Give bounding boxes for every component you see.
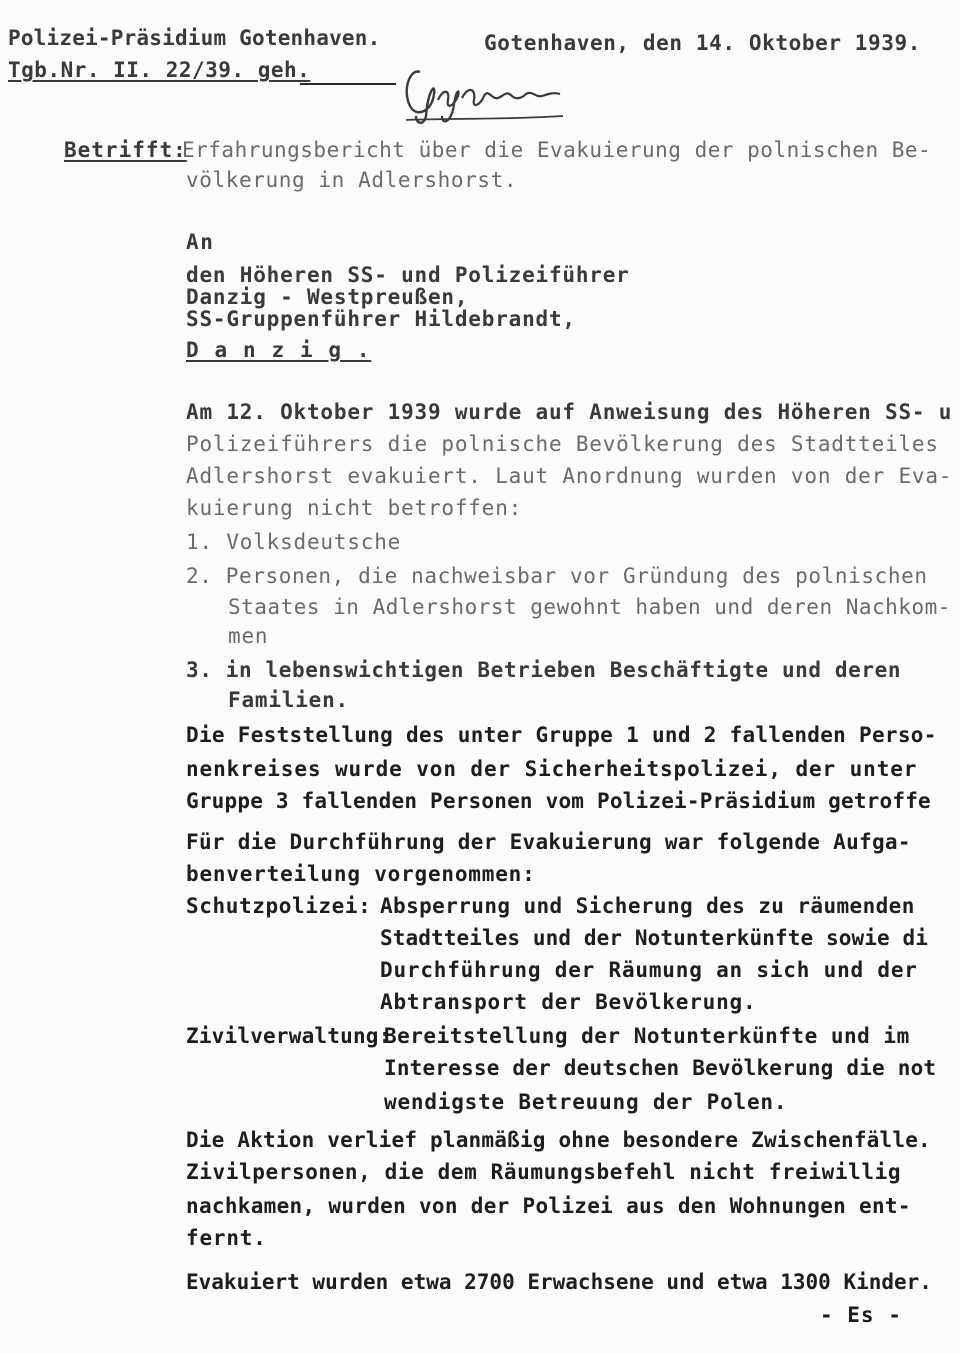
- body-p1-line-2: Polizeiführers die polnische Bevölkerung des Stadtteiles: [186, 432, 939, 456]
- list-item-2-cont-2: men: [228, 624, 269, 648]
- place-and-date: Gotenhaven, den 14. Oktober 1939.: [484, 31, 922, 55]
- addressee-line-1: An: [186, 230, 215, 254]
- body-p2-line-3: Gruppe 3 fallenden Personen vom Polizei-Präsidium getroffe: [186, 789, 931, 813]
- task-1-line-1: Absperrung und Sicherung des zu räumenden: [380, 894, 915, 918]
- task-2-line-1: Bereitstellung der Notunterkünfte und im: [384, 1024, 910, 1048]
- body-p1-line-1: Am 12. Oktober 1939 wurde auf Anweisung des Höheren SS- u: [186, 400, 953, 424]
- addressee-city: D a n z i g .: [186, 338, 372, 362]
- subject-line-1: Erfahrungsbericht über die Evakuierung der polnischen Be-: [182, 138, 932, 162]
- list-item-3: 3. in lebenswichtigen Betrieben Beschäftigte und deren: [186, 658, 902, 682]
- body-p4-line-4: fernt.: [186, 1226, 267, 1250]
- subject-label: Betrifft:: [64, 138, 187, 162]
- body-p5: Evakuiert wurden etwa 2700 Erwachsene und etwa 1300 Kinder.: [186, 1270, 932, 1294]
- body-p4-line-1: Die Aktion verlief planmäßig ohne besondere Zwischenfälle.: [186, 1128, 931, 1152]
- reference-underline: [300, 83, 396, 85]
- list-item-3-cont: Familien.: [228, 688, 349, 712]
- task-1-line-3: Durchführung der Räumung an sich und der: [380, 958, 918, 982]
- task-2-line-2: Interesse der deutschen Bevölkerung die not: [384, 1056, 937, 1080]
- task-2-line-3: wendigste Betreuung der Polen.: [384, 1090, 788, 1114]
- body-p4-line-2: Zivilpersonen, die dem Räumungsbefehl nicht freiwillig: [186, 1160, 902, 1184]
- list-item-2-cont-1: Staates in Adlershorst gewohnt haben und deren Nachkom-: [228, 595, 951, 619]
- continuation-marker: - Es -: [820, 1303, 902, 1327]
- task-2-label: Zivilverwaltung:: [186, 1024, 392, 1048]
- body-p2-line-2: nenkreises wurde von der Sicherheitspolizei, der unter: [186, 757, 918, 781]
- body-p4-line-3: nachkamen, wurden von der Polizei aus den Wohnungen ent-: [186, 1194, 911, 1218]
- task-1-line-2: Stadtteiles und der Notunterkünfte sowie di: [380, 926, 928, 950]
- body-p3-line-1: Für die Durchführung der Evakuierung war folgende Aufga-: [186, 830, 911, 854]
- task-1-line-4: Abtransport der Bevölkerung.: [380, 990, 757, 1014]
- body-p1-line-4: kuierung nicht betroffen:: [186, 496, 523, 520]
- issuing-authority: Polizei-Präsidium Gotenhaven.: [8, 26, 381, 50]
- body-p3-line-2: benverteilung vorgenommen:: [186, 862, 536, 886]
- reference-number: Tgb.Nr. II. 22/39. geh.: [8, 58, 311, 82]
- addressee-line-2: den Höheren SS- und Polizeiführer: [186, 263, 630, 287]
- list-item-2: 2. Personen, die nachweisbar vor Gründung des polnischen: [186, 564, 928, 588]
- subject-line-2: völkerung in Adlershorst.: [186, 168, 518, 192]
- body-p1-line-3: Adlershorst evakuiert. Laut Anordnung wurden von der Eva-: [186, 464, 953, 488]
- handwritten-stamp-geheim: [398, 60, 568, 130]
- addressee-line-4: SS-Gruppenführer Hildebrandt,: [186, 307, 576, 331]
- task-1-label: Schutzpolizei:: [186, 894, 372, 918]
- list-item-1: 1. Volksdeutsche: [186, 530, 402, 554]
- addressee-line-3: Danzig - Westpreußen,: [186, 285, 469, 309]
- body-p2-line-1: Die Feststellung des unter Gruppe 1 und 2 fallenden Perso-: [186, 723, 937, 747]
